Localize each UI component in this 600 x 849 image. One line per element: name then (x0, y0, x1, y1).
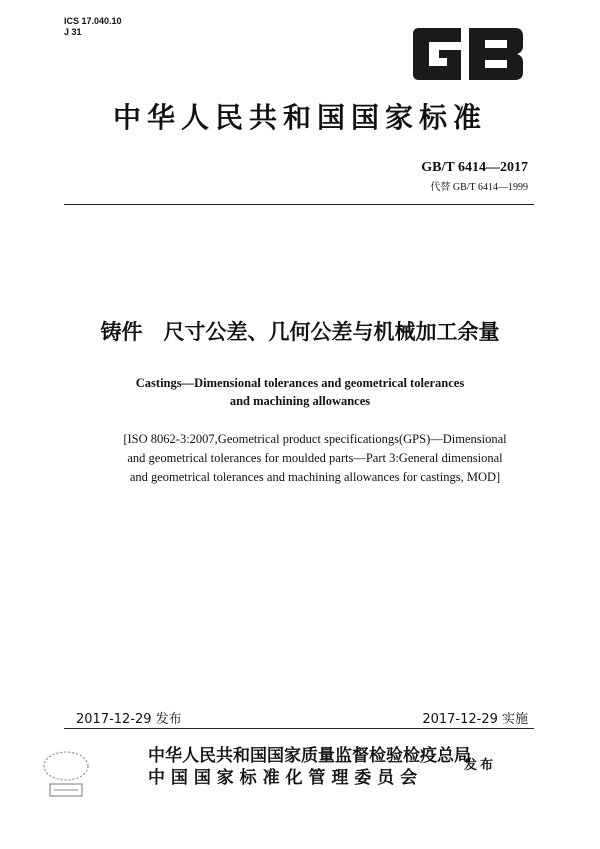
standard-number: GB/T 6414—2017 (421, 160, 528, 175)
document-title-en-line1: Castings—Dimensional tolerances and geometrical tolerances (135, 376, 465, 390)
issuer-aqsiq: 中华人民共和国国家质量监督检验检疫总局 (148, 746, 471, 766)
ccs-code: J 31 (64, 27, 82, 37)
standard-title: 中华人民共和国国家标准 (112, 101, 487, 134)
iso-reference (80, 430, 550, 487)
issue-date: 2017-12-29 发布 (76, 712, 182, 727)
iso-reference-line: [ISO 8062-3:2007,Geometrical product specificationgs(GPS)—Dimensional (123, 432, 507, 446)
implementation-date: 2017-12-29 实施 (422, 712, 528, 727)
document-title-en-line2: and machining allowances (229, 394, 371, 408)
gb-logo (409, 26, 527, 82)
issue-label: 发布 (464, 758, 497, 773)
issuer-sac: 中 国 国 家 标 准 化 管 理 委 员 会 (148, 768, 418, 788)
iso-reference-line: and geometrical tolerances and machining allowances for castings, MOD] (129, 470, 501, 484)
classification-codes (64, 16, 122, 38)
document-title-cn: 铸件 尺寸公差、几何公差与机械加工余量 (100, 320, 500, 344)
iso-reference-line: and geometrical tolerances for moulded parts—Part 3:General dimensional (127, 451, 503, 465)
divider-bottom (64, 728, 534, 729)
ics-code: ICS 17.040.10 (64, 16, 122, 26)
replaces-note: 代替 GB/T 6414—1999 (430, 182, 528, 193)
divider-top (64, 204, 534, 205)
watermark-stamp (36, 740, 98, 806)
